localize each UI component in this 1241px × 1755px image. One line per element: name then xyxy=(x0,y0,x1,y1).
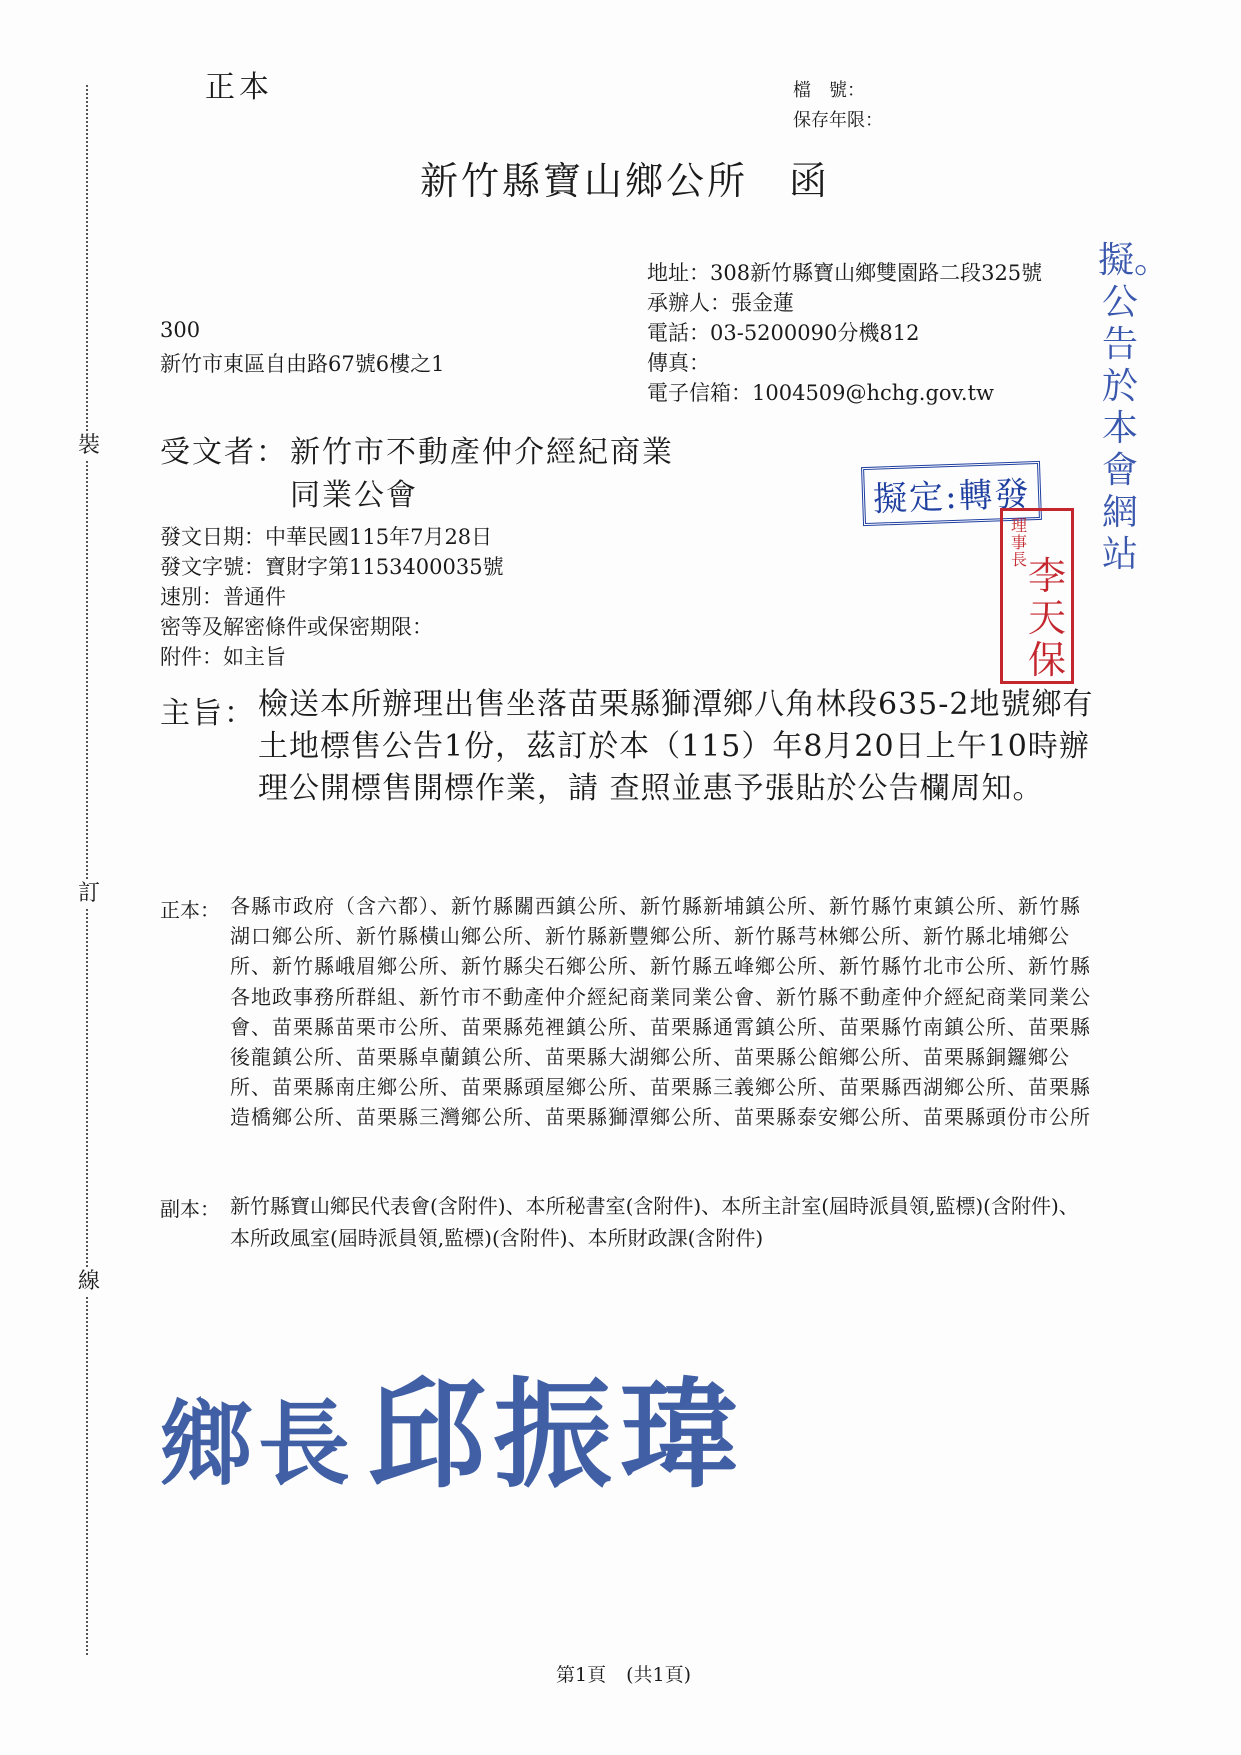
retention-label: 保存年限： xyxy=(793,110,883,131)
addressee-line-1: 新竹市不動產仲介經紀商業 xyxy=(290,435,674,470)
sender-handler: 承辦人：張金蓮 xyxy=(647,291,794,315)
sender-info xyxy=(647,258,1042,408)
cc-label: 副本： xyxy=(160,1197,220,1221)
binding-mark-xian: 線 xyxy=(78,1269,101,1294)
signature-stamp xyxy=(160,1340,746,1510)
copy-mark: 正本 xyxy=(205,70,273,105)
subject-label: 主旨： xyxy=(160,696,256,731)
secrecy-class: 密等及解密條件或保密期限： xyxy=(160,615,433,639)
recipients-text: 各縣市政府（含六都）、新竹縣關西鎮公所、新竹縣新埔鎮公所、新竹縣竹東鎮公所、新竹縣湖口鄉公所、新竹縣橫山鄉公所、新竹縣新豐鄉公所、新竹縣芎林鄉公所、新竹縣北埔鄉公所、新竹縣峨眉鄉公所、新竹縣尖石鄉公所、新竹縣五峰鄉公所、新竹縣竹北市公所、新竹縣各地政事務所群組、新竹市不動產仲介經紀商業同業公會、新竹縣不動產仲介經紀商業同業公會、苗栗縣苗栗市公所、苗栗縣苑裡鎮公所、苗栗縣通霄鎮公所、苗栗縣竹南鎮公所、苗栗縣後龍鎮公所、苗栗縣卓蘭鎮公所、苗栗縣大湖鄉公所、苗栗縣公館鄉公所、苗栗縣銅鑼鄉公所、苗栗縣南庄鄉公所、苗栗縣頭屋鄉公所、苗栗縣三義鄉公所、苗栗縣西湖鄉公所、苗栗縣造橋鄉公所、苗栗縣三灣鄉公所、苗栗縣獅潭鄉公所、苗栗縣泰安鄉公所、苗栗縣頭份市公所 xyxy=(230,894,1091,1130)
addressee-line-2: 同業公會 xyxy=(290,478,418,513)
seal-name: 李天保 xyxy=(1027,554,1066,682)
chairman-seal xyxy=(1000,508,1074,684)
binding-mark-zhuang: 裝 xyxy=(78,433,101,458)
document-title: 新竹縣寶山鄉公所 函 xyxy=(420,159,831,203)
archive-info xyxy=(793,76,883,136)
sender-email: 電子信箱：1004509@hchg.gov.tw xyxy=(647,381,995,405)
seal-title: 理事長 xyxy=(1010,516,1027,569)
subject-text: 檢送本所辦理出售坐落苗栗縣獅潭鄉八角林段635-2地號鄉有土地標售公告1份，茲訂於本（115）年8月20日上午10時辦理公開標售開標作業，請 查照並惠予張貼於公告欄周知。 xyxy=(258,687,1094,806)
cc-text: 新竹縣寶山鄉民代表會(含附件)、本所秘書室(含附件)、本所主計室(屆時派員領,監標)(含附件)、本所政風室(屆時派員領,監標)(含附件)、本所財政課(含附件) xyxy=(230,1194,1079,1250)
issue-date: 發文日期：中華民國115年7月28日 xyxy=(160,525,493,549)
binding-mark-ding: 訂 xyxy=(78,881,101,906)
signature-name: 邱振瑋 xyxy=(367,1365,746,1504)
recipients-label: 正本： xyxy=(160,898,220,922)
file-number-label: 檔 號： xyxy=(793,80,865,101)
signature-role: 鄉長 xyxy=(160,1390,357,1498)
binding-line xyxy=(86,85,88,1655)
page-number: 第1頁 xyxy=(556,1664,607,1686)
speed-class: 速別：普通件 xyxy=(160,585,286,609)
issue-number: 發文字號：寶財字第1153400035號 xyxy=(160,555,504,579)
sender-fax: 傳真： xyxy=(647,351,710,375)
sender-phone: 電話：03-5200090分機812 xyxy=(647,321,920,345)
handwritten-side-note: 擬。公告於本會網站 xyxy=(1098,240,1171,575)
attachment-info: 附件：如主旨 xyxy=(160,645,286,669)
sender-address: 地址：308新竹縣寶山鄉雙園路二段325號 xyxy=(647,261,1043,285)
recipient-address: 新竹市東區自由路67號6樓之1 xyxy=(160,352,445,376)
page-footer xyxy=(556,1660,705,1687)
recipient-zip: 300 xyxy=(160,318,201,342)
addressee-label: 受文者： xyxy=(160,435,288,470)
draft-stamp: 擬定:轉發 xyxy=(861,461,1042,526)
document-meta xyxy=(160,522,504,672)
page-total: (共1頁) xyxy=(626,1664,692,1686)
